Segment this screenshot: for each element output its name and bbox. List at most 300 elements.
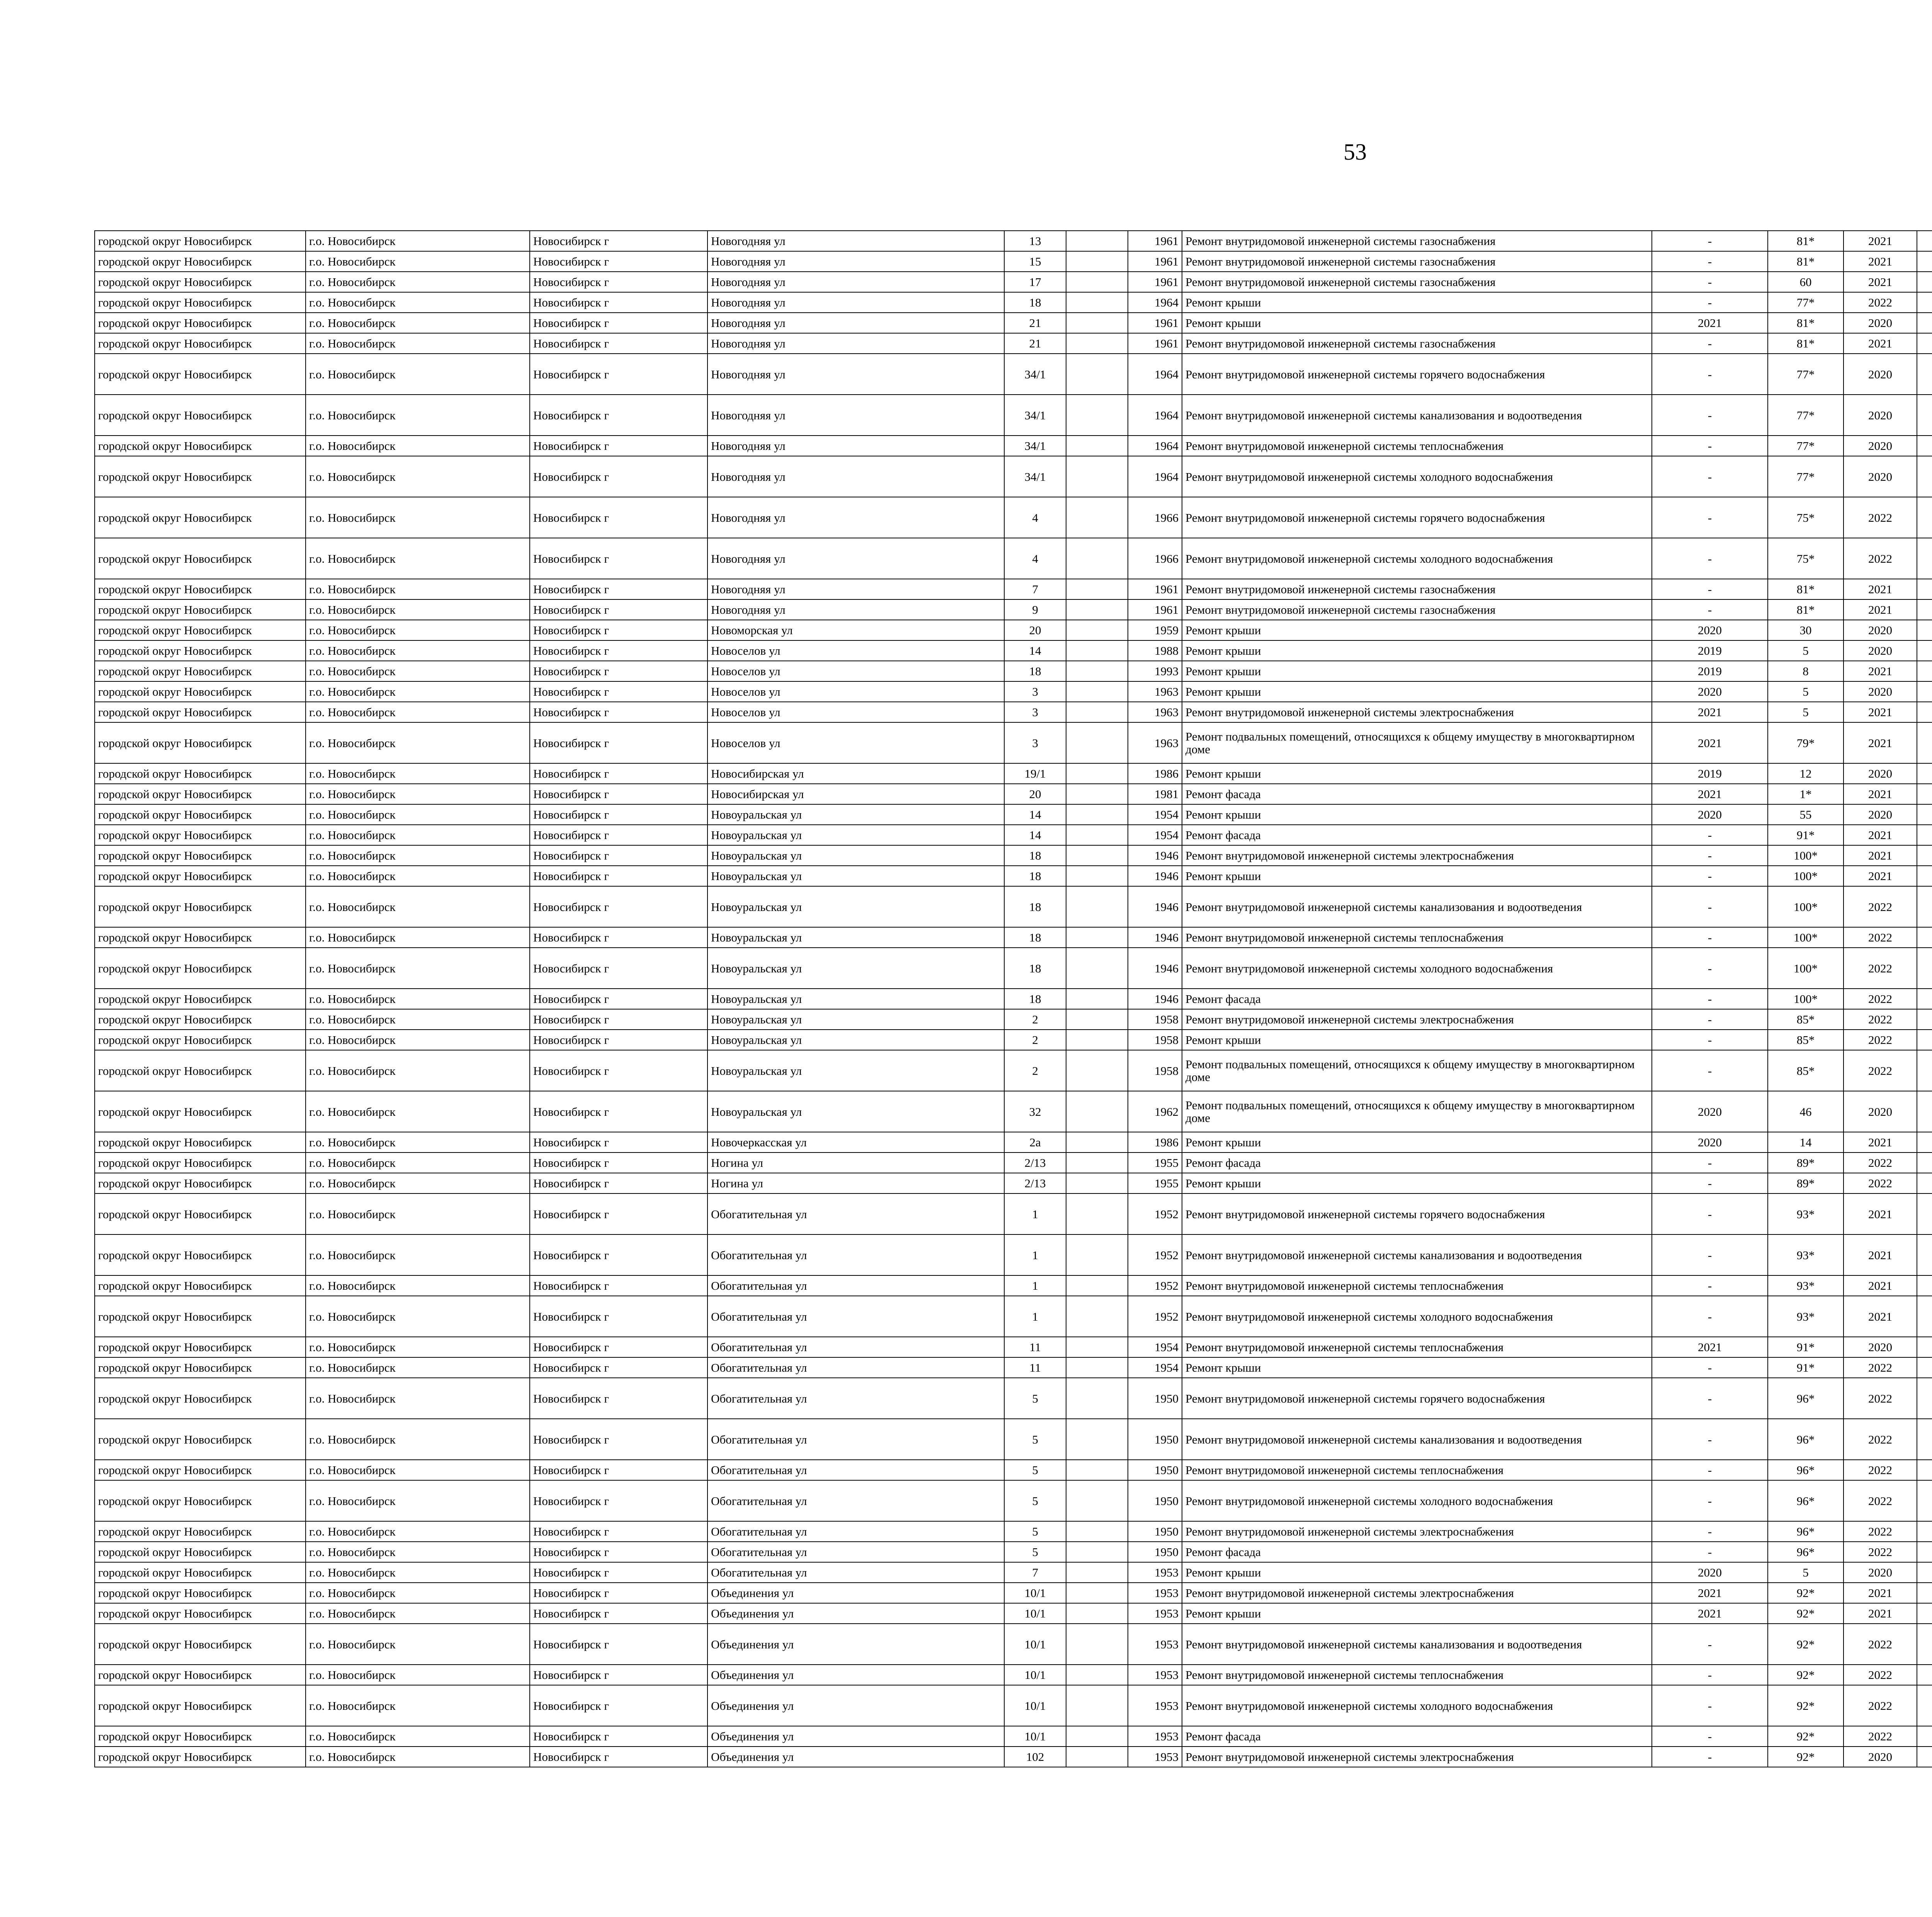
cell-wear-percent: 46: [1768, 1091, 1844, 1132]
cell-municipality: городской округ Новосибирск: [95, 702, 306, 722]
cell-end-year: [1917, 1275, 1932, 1296]
cell-street: Обогатительная ул: [707, 1378, 1004, 1419]
cell-plan-year: -: [1652, 1378, 1768, 1419]
table-row: [95, 251, 1932, 272]
page-number: 53: [1344, 139, 1367, 165]
cell-start-year: 2022: [1844, 497, 1917, 538]
table-row: [95, 1132, 1932, 1153]
cell-house: 21: [1004, 333, 1066, 354]
cell-street: Новоуральская ул: [707, 1091, 1004, 1132]
cell-start-year: 2021: [1844, 1193, 1917, 1234]
cell-house: 19/1: [1004, 763, 1066, 784]
cell-end-year: [1917, 1460, 1932, 1480]
cell-work-type: Ремонт внутридомовой инженерной системы теплоснабжения: [1182, 927, 1652, 948]
cell-year-built: 1961: [1128, 313, 1182, 333]
cell-year-built: 1961: [1128, 579, 1182, 599]
cell-locality: Новосибирск г: [530, 599, 707, 620]
cell-year-built: 1950: [1128, 1521, 1182, 1542]
cell-end-year: [1917, 1480, 1932, 1521]
cell-house: 9: [1004, 599, 1066, 620]
cell-start-year: 2020: [1844, 1562, 1917, 1583]
cell-street: Новоуральская ул: [707, 886, 1004, 927]
cell-wear-percent: 92*: [1768, 1665, 1844, 1685]
table-row: [95, 825, 1932, 845]
cell-building: [1066, 1521, 1128, 1542]
cell-settlement: г.о. Новосибирск: [306, 292, 530, 313]
cell-end-year: [1917, 1091, 1932, 1132]
cell-wear-percent: 100*: [1768, 845, 1844, 866]
cell-building: [1066, 661, 1128, 681]
cell-house: 14: [1004, 804, 1066, 825]
cell-street: Новоселов ул: [707, 640, 1004, 661]
cell-building: [1066, 292, 1128, 313]
cell-year-built: 1950: [1128, 1480, 1182, 1521]
cell-year-built: 1954: [1128, 1357, 1182, 1378]
cell-start-year: 2020: [1844, 1091, 1917, 1132]
table-row: [95, 620, 1932, 640]
cell-locality: Новосибирск г: [530, 1091, 707, 1132]
cell-municipality: городской округ Новосибирск: [95, 1132, 306, 1153]
table-row: [95, 538, 1932, 579]
cell-wear-percent: 85*: [1768, 1009, 1844, 1030]
cell-street: Новогодняя ул: [707, 538, 1004, 579]
cell-settlement: г.о. Новосибирск: [306, 1091, 530, 1132]
cell-street: Объединения ул: [707, 1603, 1004, 1624]
cell-year-built: 1964: [1128, 436, 1182, 456]
cell-start-year: 2021: [1844, 866, 1917, 886]
cell-building: [1066, 231, 1128, 251]
cell-building: [1066, 1562, 1128, 1583]
cell-settlement: г.о. Новосибирск: [306, 1173, 530, 1193]
cell-end-year: [1917, 948, 1932, 989]
cell-work-type: Ремонт подвальных помещений, относящихся к общему имуществу в многоквартирном доме: [1182, 722, 1652, 763]
cell-start-year: 2022: [1844, 1419, 1917, 1460]
cell-work-type: Ремонт внутридомовой инженерной системы теплоснабжения: [1182, 1665, 1652, 1685]
cell-year-built: 1953: [1128, 1624, 1182, 1665]
cell-year-built: 1946: [1128, 845, 1182, 866]
cell-work-type: Ремонт крыши: [1182, 292, 1652, 313]
cell-street: Объединения ул: [707, 1624, 1004, 1665]
cell-municipality: городской округ Новосибирск: [95, 395, 306, 436]
cell-settlement: г.о. Новосибирск: [306, 313, 530, 333]
cell-house: 18: [1004, 845, 1066, 866]
cell-wear-percent: 92*: [1768, 1603, 1844, 1624]
cell-wear-percent: 89*: [1768, 1173, 1844, 1193]
cell-wear-percent: 91*: [1768, 825, 1844, 845]
cell-start-year: 2022: [1844, 886, 1917, 927]
cell-building: [1066, 1357, 1128, 1378]
cell-municipality: городской округ Новосибирск: [95, 1583, 306, 1603]
cell-start-year: 2020: [1844, 804, 1917, 825]
cell-year-built: 1946: [1128, 886, 1182, 927]
cell-work-type: Ремонт крыши: [1182, 681, 1652, 702]
cell-work-type: Ремонт крыши: [1182, 620, 1652, 640]
cell-building: [1066, 1603, 1128, 1624]
cell-building: [1066, 927, 1128, 948]
cell-municipality: городской округ Новосибирск: [95, 763, 306, 784]
cell-end-year: [1917, 1685, 1932, 1726]
cell-street: Обогатительная ул: [707, 1193, 1004, 1234]
cell-start-year: 2021: [1844, 599, 1917, 620]
cell-work-type: Ремонт внутридомовой инженерной системы канализования и водоотведения: [1182, 1234, 1652, 1275]
cell-municipality: городской округ Новосибирск: [95, 436, 306, 456]
cell-plan-year: -: [1652, 333, 1768, 354]
cell-settlement: г.о. Новосибирск: [306, 1009, 530, 1030]
cell-street: Обогатительная ул: [707, 1562, 1004, 1583]
cell-end-year: [1917, 1521, 1932, 1542]
cell-year-built: 1955: [1128, 1153, 1182, 1173]
cell-plan-year: 2019: [1652, 640, 1768, 661]
cell-start-year: 2020: [1844, 395, 1917, 436]
cell-end-year: [1917, 1583, 1932, 1603]
cell-street: Обогатительная ул: [707, 1296, 1004, 1337]
cell-municipality: городской округ Новосибирск: [95, 1296, 306, 1337]
cell-plan-year: -: [1652, 825, 1768, 845]
cell-house: 10/1: [1004, 1583, 1066, 1603]
cell-municipality: городской округ Новосибирск: [95, 1091, 306, 1132]
cell-start-year: 2020: [1844, 763, 1917, 784]
cell-year-built: 1961: [1128, 231, 1182, 251]
cell-wear-percent: 14: [1768, 1132, 1844, 1153]
cell-house: 18: [1004, 661, 1066, 681]
cell-settlement: г.о. Новосибирск: [306, 1747, 530, 1767]
cell-plan-year: -: [1652, 866, 1768, 886]
cell-end-year: [1917, 1378, 1932, 1419]
cell-wear-percent: 79*: [1768, 722, 1844, 763]
cell-start-year: 2021: [1844, 1603, 1917, 1624]
cell-plan-year: -: [1652, 599, 1768, 620]
cell-plan-year: -: [1652, 927, 1768, 948]
cell-settlement: г.о. Новосибирск: [306, 1542, 530, 1562]
cell-year-built: 1953: [1128, 1583, 1182, 1603]
cell-wear-percent: 77*: [1768, 354, 1844, 395]
table-row: [95, 1153, 1932, 1173]
cell-year-built: 1963: [1128, 702, 1182, 722]
cell-street: Новогодняя ул: [707, 497, 1004, 538]
cell-building: [1066, 497, 1128, 538]
cell-work-type: Ремонт крыши: [1182, 763, 1652, 784]
cell-start-year: 2020: [1844, 436, 1917, 456]
cell-wear-percent: 92*: [1768, 1747, 1844, 1767]
cell-wear-percent: 81*: [1768, 579, 1844, 599]
cell-house: 4: [1004, 497, 1066, 538]
cell-end-year: [1917, 538, 1932, 579]
table-row: [95, 1234, 1932, 1275]
cell-settlement: г.о. Новосибирск: [306, 620, 530, 640]
cell-end-year: [1917, 272, 1932, 292]
cell-end-year: [1917, 599, 1932, 620]
cell-house: 18: [1004, 292, 1066, 313]
cell-street: Новогодняя ул: [707, 395, 1004, 436]
cell-end-year: [1917, 1153, 1932, 1173]
cell-street: Новоселов ул: [707, 722, 1004, 763]
cell-start-year: 2021: [1844, 231, 1917, 251]
cell-house: 5: [1004, 1378, 1066, 1419]
cell-plan-year: -: [1652, 1542, 1768, 1562]
cell-house: 2/13: [1004, 1173, 1066, 1193]
cell-street: Обогатительная ул: [707, 1460, 1004, 1480]
cell-wear-percent: 91*: [1768, 1337, 1844, 1357]
cell-wear-percent: 100*: [1768, 948, 1844, 989]
cell-year-built: 1952: [1128, 1193, 1182, 1234]
cell-locality: Новосибирск г: [530, 845, 707, 866]
cell-municipality: городской округ Новосибирск: [95, 272, 306, 292]
cell-settlement: г.о. Новосибирск: [306, 538, 530, 579]
cell-building: [1066, 456, 1128, 497]
cell-locality: Новосибирск г: [530, 1296, 707, 1337]
cell-work-type: Ремонт фасада: [1182, 784, 1652, 804]
cell-house: 5: [1004, 1419, 1066, 1460]
cell-work-type: Ремонт крыши: [1182, 804, 1652, 825]
table-row: [95, 1460, 1932, 1480]
cell-settlement: г.о. Новосибирск: [306, 251, 530, 272]
cell-building: [1066, 599, 1128, 620]
table-row: [95, 313, 1932, 333]
cell-building: [1066, 784, 1128, 804]
cell-year-built: 1952: [1128, 1275, 1182, 1296]
cell-municipality: городской округ Новосибирск: [95, 1562, 306, 1583]
cell-wear-percent: 81*: [1768, 251, 1844, 272]
cell-locality: Новосибирск г: [530, 620, 707, 640]
cell-street: Объединения ул: [707, 1726, 1004, 1747]
table-row: [95, 702, 1932, 722]
cell-building: [1066, 989, 1128, 1009]
cell-work-type: Ремонт крыши: [1182, 313, 1652, 333]
cell-street: Новогодняя ул: [707, 599, 1004, 620]
cell-locality: Новосибирск г: [530, 538, 707, 579]
cell-settlement: г.о. Новосибирск: [306, 661, 530, 681]
table-row: [95, 845, 1932, 866]
cell-year-built: 1959: [1128, 620, 1182, 640]
table-row: [95, 1419, 1932, 1460]
table-row: [95, 272, 1932, 292]
cell-year-built: 1988: [1128, 640, 1182, 661]
cell-work-type: Ремонт внутридомовой инженерной системы канализования и водоотведения: [1182, 886, 1652, 927]
cell-year-built: 1950: [1128, 1542, 1182, 1562]
cell-wear-percent: 96*: [1768, 1419, 1844, 1460]
cell-house: 18: [1004, 886, 1066, 927]
cell-work-type: Ремонт крыши: [1182, 1132, 1652, 1153]
cell-settlement: г.о. Новосибирск: [306, 845, 530, 866]
cell-building: [1066, 1747, 1128, 1767]
cell-work-type: Ремонт крыши: [1182, 661, 1652, 681]
cell-work-type: Ремонт внутридомовой инженерной системы газоснабжения: [1182, 599, 1652, 620]
cell-municipality: городской округ Новосибирск: [95, 681, 306, 702]
cell-municipality: городской округ Новосибирск: [95, 948, 306, 989]
table-row: [95, 804, 1932, 825]
cell-settlement: г.о. Новосибирск: [306, 1726, 530, 1747]
cell-end-year: [1917, 251, 1932, 272]
cell-wear-percent: 77*: [1768, 436, 1844, 456]
cell-municipality: городской округ Новосибирск: [95, 497, 306, 538]
cell-settlement: г.о. Новосибирск: [306, 333, 530, 354]
cell-start-year: 2021: [1844, 1234, 1917, 1275]
cell-locality: Новосибирск г: [530, 1234, 707, 1275]
cell-start-year: 2022: [1844, 1173, 1917, 1193]
cell-end-year: [1917, 804, 1932, 825]
cell-building: [1066, 1275, 1128, 1296]
cell-locality: Новосибирск г: [530, 1378, 707, 1419]
cell-plan-year: -: [1652, 1275, 1768, 1296]
cell-street: Новоселов ул: [707, 681, 1004, 702]
cell-start-year: 2022: [1844, 1726, 1917, 1747]
cell-street: Новоуральская ул: [707, 804, 1004, 825]
cell-wear-percent: 81*: [1768, 333, 1844, 354]
cell-street: Новоуральская ул: [707, 1009, 1004, 1030]
cell-municipality: городской округ Новосибирск: [95, 1419, 306, 1460]
table-row: [95, 1050, 1932, 1091]
cell-house: 2: [1004, 1009, 1066, 1030]
cell-building: [1066, 313, 1128, 333]
cell-wear-percent: 85*: [1768, 1030, 1844, 1050]
cell-work-type: Ремонт подвальных помещений, относящихся к общему имуществу в многоквартирном доме: [1182, 1050, 1652, 1091]
cell-year-built: 1961: [1128, 272, 1182, 292]
table-row: [95, 1009, 1932, 1030]
cell-wear-percent: 92*: [1768, 1726, 1844, 1747]
table-row: [95, 1193, 1932, 1234]
cell-plan-year: -: [1652, 395, 1768, 436]
cell-municipality: городской округ Новосибирск: [95, 1030, 306, 1050]
cell-building: [1066, 845, 1128, 866]
cell-street: Новогодняя ул: [707, 251, 1004, 272]
cell-house: 10/1: [1004, 1726, 1066, 1747]
cell-settlement: г.о. Новосибирск: [306, 1030, 530, 1050]
cell-start-year: 2020: [1844, 313, 1917, 333]
cell-start-year: 2022: [1844, 292, 1917, 313]
cell-work-type: Ремонт крыши: [1182, 640, 1652, 661]
cell-start-year: 2022: [1844, 927, 1917, 948]
table-row: [95, 927, 1932, 948]
cell-year-built: 1954: [1128, 804, 1182, 825]
cell-locality: Новосибирск г: [530, 251, 707, 272]
cell-year-built: 1955: [1128, 1173, 1182, 1193]
cell-start-year: 2022: [1844, 1480, 1917, 1521]
cell-locality: Новосибирск г: [530, 1153, 707, 1173]
cell-locality: Новосибирск г: [530, 989, 707, 1009]
cell-wear-percent: 5: [1768, 640, 1844, 661]
cell-locality: Новосибирск г: [530, 1337, 707, 1357]
cell-locality: Новосибирск г: [530, 354, 707, 395]
cell-street: Новоуральская ул: [707, 948, 1004, 989]
cell-locality: Новосибирск г: [530, 866, 707, 886]
cell-building: [1066, 1132, 1128, 1153]
work-plan-table: [94, 230, 1932, 1767]
cell-settlement: г.о. Новосибирск: [306, 1562, 530, 1583]
cell-end-year: [1917, 1193, 1932, 1234]
cell-building: [1066, 333, 1128, 354]
cell-house: 18: [1004, 927, 1066, 948]
cell-work-type: Ремонт внутридомовой инженерной системы канализования и водоотведения: [1182, 1419, 1652, 1460]
cell-municipality: городской округ Новосибирск: [95, 886, 306, 927]
cell-municipality: городской округ Новосибирск: [95, 1624, 306, 1665]
cell-house: 14: [1004, 640, 1066, 661]
cell-municipality: городской округ Новосибирск: [95, 1275, 306, 1296]
cell-house: 10/1: [1004, 1624, 1066, 1665]
cell-locality: Новосибирск г: [530, 1132, 707, 1153]
cell-year-built: 1986: [1128, 1132, 1182, 1153]
cell-municipality: городской округ Новосибирск: [95, 1234, 306, 1275]
cell-start-year: 2021: [1844, 579, 1917, 599]
cell-year-built: 1963: [1128, 722, 1182, 763]
cell-municipality: городской округ Новосибирск: [95, 1726, 306, 1747]
cell-house: 20: [1004, 620, 1066, 640]
cell-settlement: г.о. Новосибирск: [306, 702, 530, 722]
cell-house: 20: [1004, 784, 1066, 804]
cell-settlement: г.о. Новосибирск: [306, 948, 530, 989]
cell-year-built: 1953: [1128, 1685, 1182, 1726]
cell-work-type: Ремонт внутридомовой инженерной системы газоснабжения: [1182, 231, 1652, 251]
cell-municipality: городской округ Новосибирск: [95, 599, 306, 620]
cell-year-built: 1952: [1128, 1296, 1182, 1337]
cell-start-year: 2020: [1844, 456, 1917, 497]
cell-wear-percent: 5: [1768, 1562, 1844, 1583]
table-row: [95, 1583, 1932, 1603]
cell-building: [1066, 1419, 1128, 1460]
cell-settlement: г.о. Новосибирск: [306, 1665, 530, 1685]
cell-work-type: Ремонт внутридомовой инженерной системы теплоснабжения: [1182, 436, 1652, 456]
cell-settlement: г.о. Новосибирск: [306, 272, 530, 292]
cell-municipality: городской округ Новосибирск: [95, 1542, 306, 1562]
cell-wear-percent: 93*: [1768, 1296, 1844, 1337]
cell-municipality: городской округ Новосибирск: [95, 989, 306, 1009]
cell-house: 7: [1004, 1562, 1066, 1583]
cell-municipality: городской округ Новосибирск: [95, 661, 306, 681]
cell-street: Новосибирская ул: [707, 763, 1004, 784]
cell-house: 34/1: [1004, 354, 1066, 395]
table-row: [95, 456, 1932, 497]
cell-house: 1: [1004, 1193, 1066, 1234]
cell-house: 34/1: [1004, 395, 1066, 436]
cell-house: 3: [1004, 702, 1066, 722]
cell-street: Объединения ул: [707, 1583, 1004, 1603]
cell-year-built: 1958: [1128, 1050, 1182, 1091]
cell-plan-year: 2020: [1652, 620, 1768, 640]
cell-wear-percent: 96*: [1768, 1480, 1844, 1521]
cell-locality: Новосибирск г: [530, 1275, 707, 1296]
cell-locality: Новосибирск г: [530, 579, 707, 599]
table-body: [95, 231, 1932, 1767]
cell-year-built: 1946: [1128, 989, 1182, 1009]
cell-start-year: 2021: [1844, 722, 1917, 763]
cell-start-year: 2022: [1844, 1153, 1917, 1173]
cell-building: [1066, 886, 1128, 927]
cell-start-year: 2022: [1844, 1009, 1917, 1030]
cell-building: [1066, 1480, 1128, 1521]
cell-house: 10/1: [1004, 1685, 1066, 1726]
cell-end-year: [1917, 1050, 1932, 1091]
cell-street: Объединения ул: [707, 1685, 1004, 1726]
cell-start-year: 2021: [1844, 272, 1917, 292]
cell-start-year: 2022: [1844, 1665, 1917, 1685]
cell-end-year: [1917, 1030, 1932, 1050]
cell-start-year: 2022: [1844, 1050, 1917, 1091]
cell-end-year: [1917, 436, 1932, 456]
cell-start-year: 2021: [1844, 845, 1917, 866]
table-row: [95, 1685, 1932, 1726]
cell-plan-year: 2020: [1652, 1562, 1768, 1583]
cell-street: Ногина ул: [707, 1173, 1004, 1193]
cell-work-type: Ремонт внутридомовой инженерной системы электроснабжения: [1182, 1521, 1652, 1542]
cell-house: 34/1: [1004, 436, 1066, 456]
cell-plan-year: -: [1652, 579, 1768, 599]
cell-locality: Новосибирск г: [530, 1603, 707, 1624]
cell-wear-percent: 92*: [1768, 1583, 1844, 1603]
cell-locality: Новосибирск г: [530, 292, 707, 313]
cell-municipality: городской округ Новосибирск: [95, 1153, 306, 1173]
table-row: [95, 1665, 1932, 1685]
cell-year-built: 1981: [1128, 784, 1182, 804]
cell-settlement: г.о. Новосибирск: [306, 1624, 530, 1665]
